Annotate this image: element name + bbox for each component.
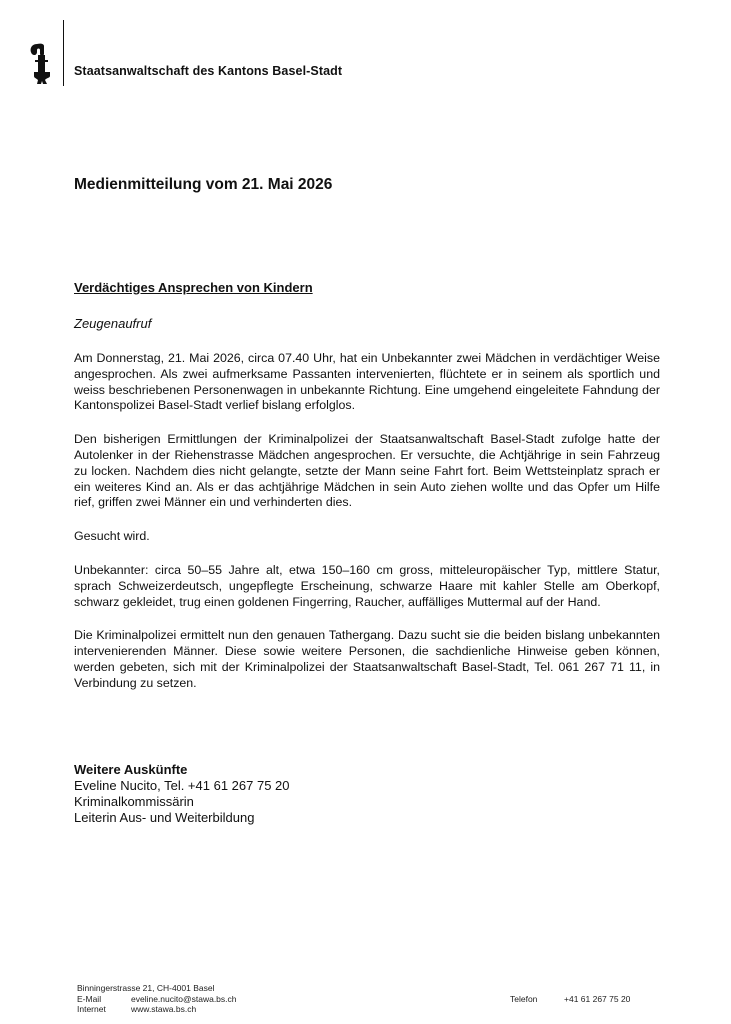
footer-phone-row: [510, 994, 630, 1004]
footer-address: Binningerstrasse 21, CH-4001 Basel: [77, 983, 215, 993]
footer-internet-label: Internet: [77, 1004, 106, 1014]
contact-label: Weitere Auskünfte: [74, 762, 188, 777]
organization-name: Staatsanwaltschaft des Kantons Basel-Stadt: [74, 64, 343, 78]
footer-email-row: [77, 994, 237, 1005]
footer-internet-row: [77, 1004, 237, 1015]
press-release-title: Medienmitteilung vom 21. Mai 2026: [74, 176, 333, 193]
basel-staff-icon: [28, 42, 54, 88]
paragraph-appeal: Die Kriminalpolizei ermittelt nun den genauen Tathergang. Dazu sucht sie die beiden bislang unbekannten intervenierenden Männer. Diese sowie weitere Personen, die sachdienliche Hinweise geben können, werden gebeten, sich mit der Kriminalpolizei der Staatsanwaltschaft Basel-Stadt, Tel. 061 267 71 11, in Verbindung zu setzen.: [74, 628, 660, 690]
footer-email-label: E-Mail: [77, 993, 102, 1004]
paragraph-investigation: Den bisherigen Ermittlungen der Kriminalpolizei der Staatsanwaltschaft Basel-Stadt zufolge hatte der Autolenker in der Riehenstrasse Mädchen angesprochen. Er versuchte, die Achtjährige in sein Fahrzeug zu locken. Nachdem dies nicht gelangte, setzte der Mann seine Fahrt fort. Beim Wettsteinplatz sprach er ein weiteres Kind an. Als er das achtjährige Mädchen in sein Auto ziehen wollte und das Opfer um Hilfe rief, griffen zwei Männer ein und verhinderten dies.: [74, 432, 660, 510]
footer-phone: +41 61 267 75 20: [564, 994, 631, 1004]
header-divider: [63, 20, 64, 86]
footer-left: [77, 983, 237, 1015]
contact-block: [74, 762, 290, 826]
footer-internet-link[interactable]: www.stawa.bs.ch: [131, 1004, 197, 1014]
subtitle: Zeugenaufruf: [74, 316, 152, 331]
contact-role-secondary: Leiterin Aus- und Weiterbildung: [74, 810, 255, 825]
paragraph-description: Unbekannter: circa 50–55 Jahre alt, etwa 150–160 cm gross, mitteleuropäischer Typ, mittlere Statur, sprach Schweizerdeutsch, ungepflegte Erscheinung, schwarze Haare mit kahler Stelle am Oberkopf, schwarz gekleidet, trug einen goldenen Fingerring, Raucher, auffälliges Muttermal auf der Hand.: [74, 562, 660, 609]
press-release-body: [74, 280, 660, 710]
headline: Verdächtiges Ansprechen von Kindern: [74, 280, 313, 295]
paragraph-incident: Am Donnerstag, 21. Mai 2026, circa 07.40 Uhr, hat ein Unbekannter zwei Mädchen in verdächtiger Weise angesprochen. Als zwei aufmerksame Passanten intervenierten, flüchtete er in seinem als sportlich und weiss beschriebenen Personenwagen in unbekannte Richtung. Eine umgehend eingeleitete Fahndung der Kantonspolizei Basel-Stadt verlief bislang erfolglos.: [74, 351, 660, 413]
contact-role: Kriminalkommissärin: [74, 794, 194, 809]
paragraph-wanted: Gesucht wird.: [74, 529, 150, 544]
contact-name-phone: Eveline Nucito, Tel. +41 61 267 75 20: [74, 778, 290, 793]
footer-email-link[interactable]: eveline.nucito@stawa.bs.ch: [131, 993, 237, 1004]
footer-phone-label: Telefon: [510, 994, 538, 1004]
